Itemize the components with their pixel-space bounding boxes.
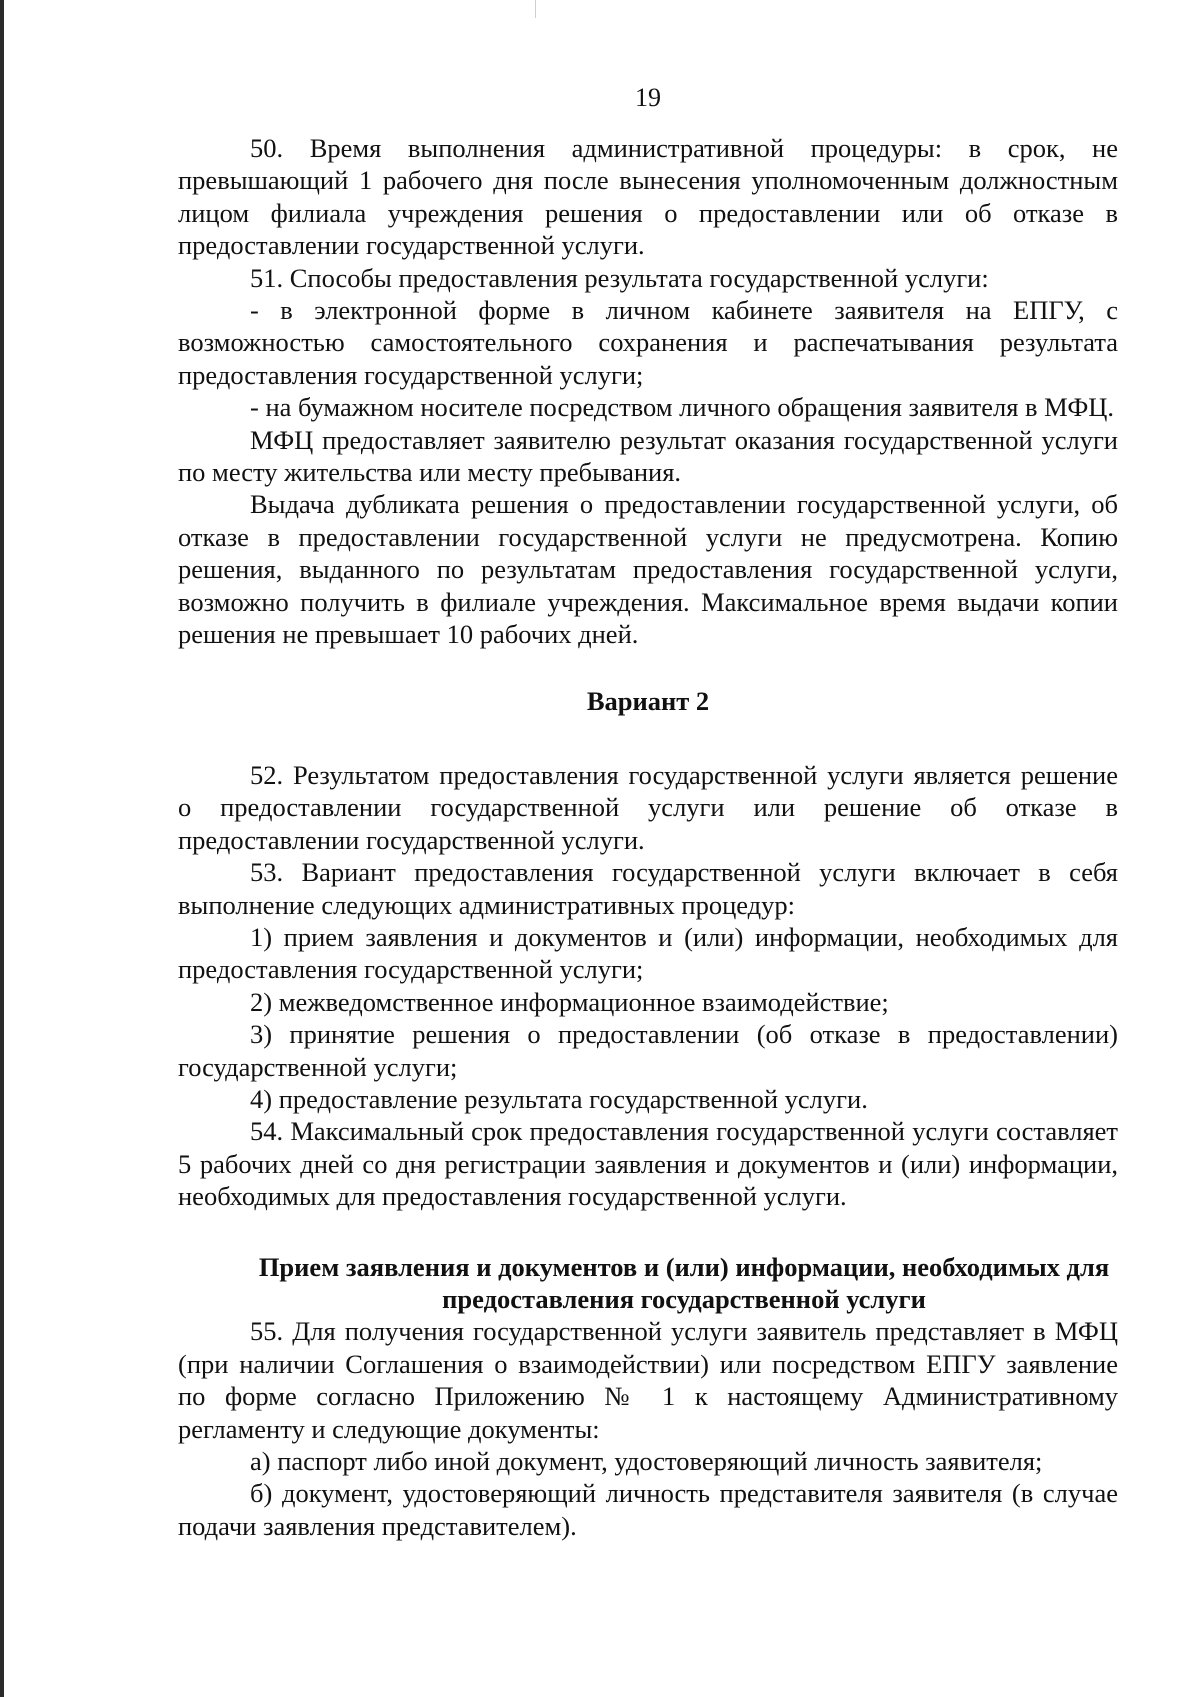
page-number: 19	[635, 83, 661, 112]
paragraph-duplicate: Выдача дубликата решения о предоставлении государственной услуги, об отказе в предоставлении государственной услуги не предусмотрена. Копию решения, выданного по результатам предоставления государственной услуги, возможно получить в филиале учреждения. Максимальное время выдачи копии решения не превышает 10 рабочих дней.	[178, 489, 1118, 650]
paragraph-53: 53. Вариант предоставления государственной услуги включает в себя выполнение следующих административных процедур:	[178, 857, 1118, 920]
list-item-paper-form: - на бумажном носителе посредством личного обращения заявителя в МФЦ.	[250, 392, 1115, 423]
document-item-b: б) документ, удостоверяющий личность представителя заявителя (в случае подачи заявления представителем).	[178, 1478, 1118, 1541]
paragraph-54: 54. Максимальный срок предоставления государственной услуги составляет 5 рабочих дней со дня регистрации заявления и документов и (или) информации, необходимых для предоставления государственной услуги.	[178, 1116, 1118, 1212]
procedure-item-1: 1) прием заявления и документов и (или) информации, необходимых для предоставления государственной услуги;	[178, 921, 1118, 985]
paragraph-52: 52. Результатом предоставления государственной услуги является решение о предоставлении государственной услуги или решение об отказе в предоставлении государственной услуги.	[178, 759, 1118, 855]
paragraph-50: 50. Время выполнения административной процедуры: в срок, не превышающий 1 рабочего дня после вынесения уполномоченным должностным лицом филиала учреждения решения о предоставлении или об отказе в предоставлении государственной услуги.	[178, 133, 1118, 261]
paragraph-mfc-result: МФЦ предоставляет заявителю результат оказания государственной услуги по месту жительства или месту пребывания.	[178, 424, 1118, 488]
paragraph-55: 55. Для получения государственной услуги заявитель представляет в МФЦ (при наличии Соглашения о взаимодействии) или посредством ЕПГУ заявление по форме согласно Приложению № 1 к настоящему Административному регламенту и следующие документы:	[178, 1316, 1118, 1444]
procedure-item-2: 2) межведомственное информационное взаимодействие;	[250, 986, 889, 1017]
procedure-item-4: 4) предоставление результата государственной услуги.	[250, 1083, 868, 1114]
section-heading: Прием заявления и документов и (или) информации, необходимых для предоставления государственной услуги	[258, 1251, 1110, 1314]
list-item-electronic-form: - в электронной форме в личном кабинете заявителя на ЕПГУ, с возможностью самостоятельного сохранения и распечатывания результата предоставления государственной услуги;	[178, 295, 1118, 390]
document-item-a: а) паспорт либо иной документ, удостоверяющий личность заявителя;	[250, 1446, 1043, 1477]
procedure-item-3: 3) принятие решения о предоставлении (об отказе в предоставлении) государственной услуги;	[178, 1019, 1118, 1082]
document-page	[178, 82, 1118, 1542]
variant-heading: Вариант 2	[586, 685, 710, 716]
scan-artifact	[535, 0, 536, 18]
paragraph-51: 51. Способы предоставления результата государственной услуги:	[250, 262, 989, 293]
scan-left-edge	[0, 0, 4, 1697]
